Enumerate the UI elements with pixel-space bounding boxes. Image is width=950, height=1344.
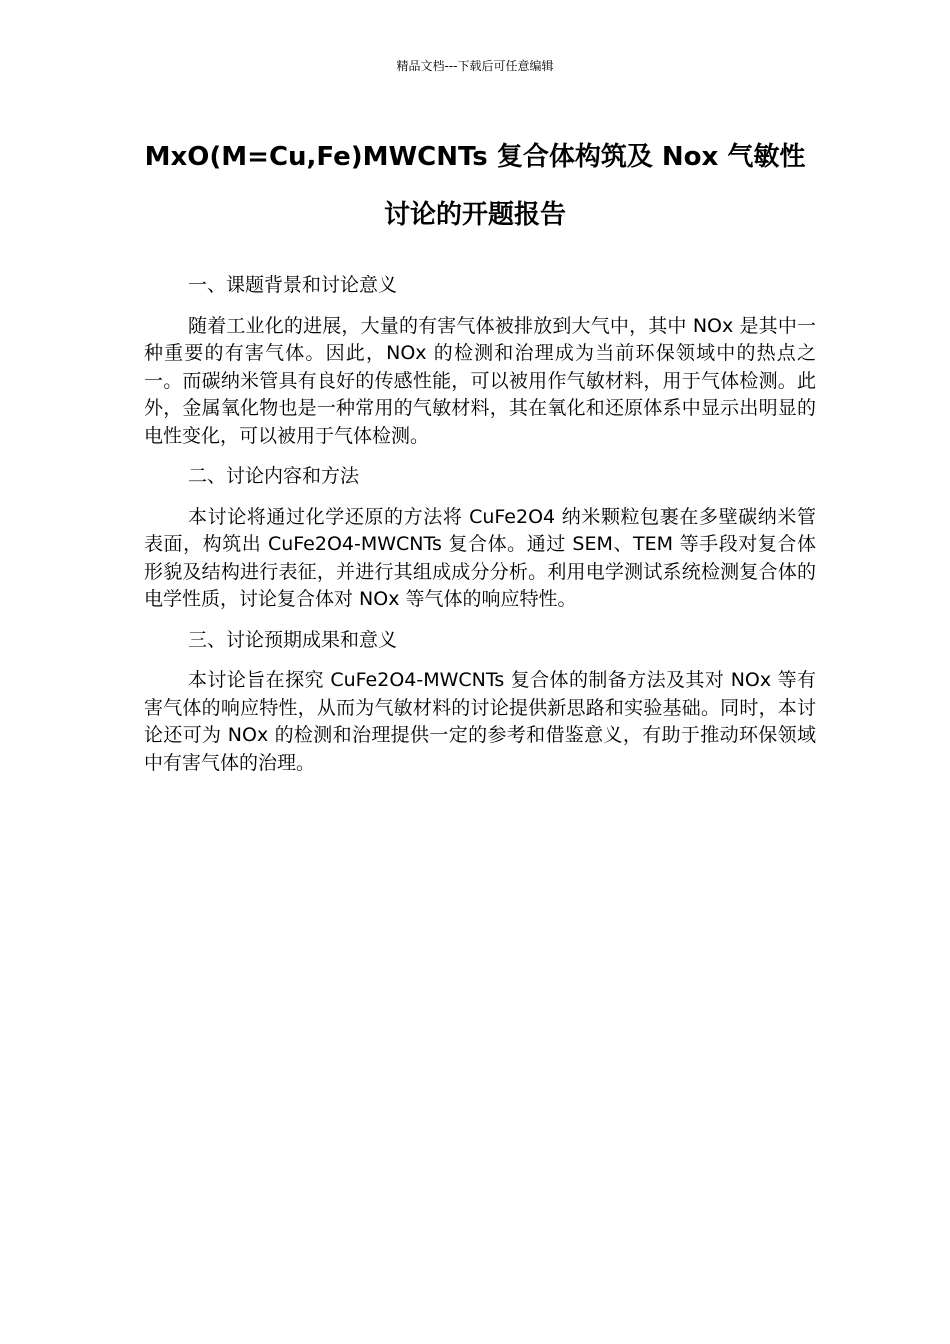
header-note: 精品文档---下载后可任意编辑	[396, 59, 554, 73]
document-body	[144, 272, 816, 790]
section-paragraph-methods: 本讨论将通过化学还原的方法将 CuFe2O4 纳米颗粒包裹在多壁碳纳米管表面，构筑出 CuFe2O4-MWCNTs 复合体。通过 SEM、TEM 等手段对复合体形貌及结构进行表征，并进行其组成成分分析。利用电学测试系统检测复合体的电学性质，讨论复合体对 NOx 等气体的响应特性。	[144, 505, 816, 610]
section-heading-methods: 二、讨论内容和方法	[188, 465, 360, 487]
section-heading-expected-results: 三、讨论预期成果和意义	[188, 628, 398, 651]
section-paragraph-expected-results: 本讨论旨在探究 CuFe2O4-MWCNTs 复合体的制备方法及其对 NOx 等有害气体的响应特性，从而为气敏材料的讨论提供新思路和实验基础。同时，本讨论还可为 NOx 的检测和治理提供一定的参考和借鉴意义，有助于推动环保领域中有害气体的治理。	[144, 669, 816, 774]
document-title-line-1: MxO(M=Cu,Fe)MWCNTs 复合体构筑及 Nox 气敏性	[144, 142, 806, 172]
document-title-line-2: 讨论的开题报告	[383, 200, 566, 230]
section-heading-background: 一、课题背景和讨论意义	[188, 274, 398, 296]
section-paragraph-background: 随着工业化的进展，大量的有害气体被排放到大气中，其中 NOx 是其中一种重要的有害气体。因此，NOx 的检测和治理成为当前环保领域中的热点之一。而碳纳米管具有良好的传感性能，可以被用作气敏材料，用于气体检测。此外，金属氧化物也是一种常用的气敏材料，其在氧化和还原体系中显示出明显的电性变化，可以被用于气体检测。	[144, 314, 816, 447]
